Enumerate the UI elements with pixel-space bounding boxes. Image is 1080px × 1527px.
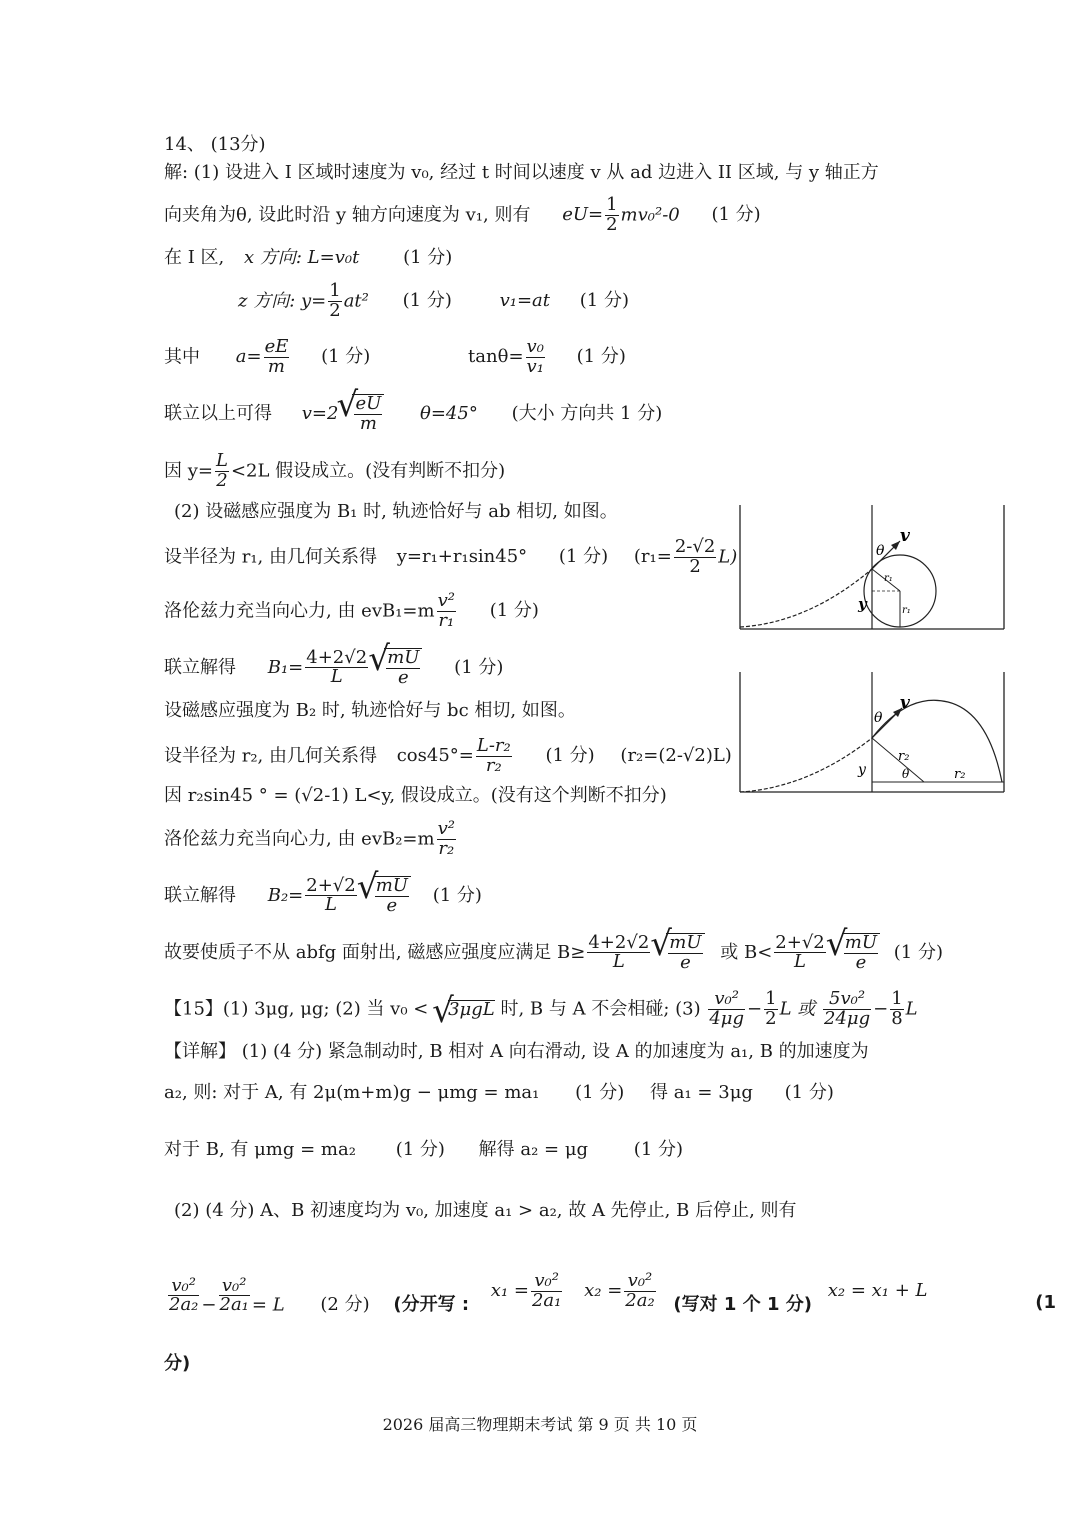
equation: B₁= bbox=[267, 656, 304, 678]
frac-half: $\frac{1}{2}$ bbox=[765, 988, 777, 1029]
label: 联立解得 bbox=[164, 656, 236, 678]
equation: x₂ = bbox=[584, 1280, 623, 1302]
score: (1 分) bbox=[575, 1082, 625, 1103]
q14-line16 bbox=[164, 876, 482, 916]
equation: 洛伦兹力充当向心力, 由 evB₁=m bbox=[164, 600, 435, 622]
equation: z 方向: y= bbox=[238, 290, 327, 312]
label-theta-2: θ bbox=[902, 767, 910, 781]
frac-half: $\frac{1}{2}$ bbox=[329, 280, 341, 321]
answer: L bbox=[905, 998, 918, 1020]
label-y: y bbox=[858, 595, 867, 613]
operator: − bbox=[747, 998, 763, 1020]
frac-v0sq-2a2: $\frac{\text{v₀²}}{\text{2a₂}}$ bbox=[169, 1274, 199, 1316]
score: (1 分) bbox=[784, 1082, 834, 1103]
note-bold: (1 bbox=[1035, 1292, 1056, 1313]
equation: v=2 bbox=[301, 402, 339, 424]
answer: L 或 bbox=[779, 998, 816, 1020]
note-bold: (写对 1 个 1 分) bbox=[673, 1294, 812, 1316]
equation: 故要使质子不从 abfg 面射出, 磁感应强度应满足 B≥ bbox=[164, 941, 586, 963]
equation: L) bbox=[718, 546, 738, 568]
q14-line6 bbox=[164, 394, 662, 434]
frac-B2: $\frac{2+√2}{L}$ bbox=[306, 874, 356, 916]
frac-cos: $\frac{\text{L-r₂}}{\text{r₂}}$ bbox=[476, 735, 511, 776]
q15-line2: 【详解】 (1) (4 分) 紧急制动时, B 相对 A 向右滑动, 设 A 的加速度为 a₁, B 的加速度为 bbox=[164, 1041, 869, 1062]
page-footer: 2026 届高三物理期末考试 第 9 页 共 10 页 bbox=[382, 1415, 698, 1434]
label: 联立以上可得 bbox=[164, 402, 272, 424]
equation: 得 a₁ = 3μg bbox=[650, 1082, 753, 1103]
text: <2L 假设成立。(没有判断不扣分) bbox=[230, 460, 506, 482]
q14-line7 bbox=[164, 452, 505, 491]
text: 设半径为 r₂, 由几何关系得 bbox=[164, 745, 377, 767]
label: 其中 bbox=[164, 346, 200, 368]
q14-line12: 设磁感应强度为 B₂ 时, 轨迹恰好与 bc 相切, 如图。 bbox=[164, 700, 576, 721]
score: (1 分) bbox=[454, 656, 504, 678]
sqrt-mU-e: √ $\frac{mU}{e}$ bbox=[828, 933, 880, 973]
equation: y=r₁+r₁sin45° bbox=[396, 546, 528, 568]
frac-v0sq-4mug: $\frac{\text{v₀²}}{4\mu g}$ bbox=[709, 988, 745, 1029]
score: (1 分) bbox=[633, 1139, 684, 1160]
sqrt-mU-e: √ $\frac{mU}{e}$ bbox=[359, 876, 411, 916]
frac-v2-r1: $\frac{\text{v²}}{\text{r₁}}$ bbox=[437, 590, 455, 631]
operator: − bbox=[873, 998, 889, 1020]
frac-v2-r2: $\frac{\text{v²}}{\text{r₂}}$ bbox=[437, 818, 455, 859]
score: (1 分) bbox=[395, 1139, 445, 1160]
q14-line5 bbox=[164, 338, 626, 377]
q14-line9 bbox=[164, 538, 737, 577]
frac-B1: $\frac{4+2√2}{L}$ bbox=[306, 646, 368, 688]
label-v: v bbox=[900, 693, 910, 713]
label: 联立解得 bbox=[164, 884, 236, 906]
frac-v0-v1: $\frac{\text{v₀}}{\text{v₁}}$ bbox=[526, 336, 544, 377]
score: (大小 方向共 1 分) bbox=[511, 402, 663, 424]
operator: − bbox=[201, 1294, 217, 1316]
q15-line3 bbox=[164, 1084, 834, 1102]
score: (1 分) bbox=[545, 745, 595, 767]
q14-line10 bbox=[164, 592, 539, 631]
q14-line1: 解: (1) 设进入 I 区域时速度为 v₀, 经过 t 时间以速度 v 从 ad 边进入 II 区域, 与 y 轴正方 bbox=[164, 162, 879, 183]
frac-x2: $\frac{\text{v₀²}}{\text{2a₂}}$ bbox=[625, 1270, 655, 1311]
answer: 时, B 与 A 不会相碰; (3) bbox=[500, 998, 701, 1020]
equation: a= bbox=[235, 346, 262, 368]
trajectory-arc bbox=[872, 700, 1002, 782]
q15-line7: 分) bbox=[164, 1353, 191, 1374]
equation: (r₂=(2-√2)L) bbox=[620, 745, 732, 767]
equation: 或 B< bbox=[720, 941, 773, 963]
q14-line15 bbox=[164, 820, 458, 859]
label-theta: θ bbox=[876, 543, 885, 559]
figure-b1-tangent-ab bbox=[738, 505, 1006, 631]
score: (1 分) bbox=[403, 247, 453, 268]
score: (1 分) bbox=[711, 204, 761, 226]
q15-line6 bbox=[166, 1272, 1056, 1315]
trajectory-region1 bbox=[740, 738, 872, 792]
score: (1 分) bbox=[893, 941, 943, 963]
score: (1 分) bbox=[558, 546, 609, 568]
frac-r1: $\frac{2-√2}{2}$ bbox=[674, 536, 716, 577]
q14-line11 bbox=[164, 648, 503, 688]
label-theta: θ bbox=[874, 710, 883, 726]
equation: B₂= bbox=[267, 884, 304, 906]
q14-line4 bbox=[238, 282, 629, 321]
text: 设半径为 r₁, 由几何关系得 bbox=[164, 546, 377, 568]
frac-L-2: $\frac{L}{2}$ bbox=[215, 450, 228, 491]
q14-line2-text: 向夹角为θ, 设此时沿 y 轴方向速度为 v₁, 则有 bbox=[164, 204, 531, 226]
equation: 因 y= bbox=[164, 460, 213, 482]
equation: x₁ = bbox=[490, 1280, 529, 1302]
q14-header: 14、 (13分) bbox=[164, 134, 266, 155]
frac-half: $\frac{1}{2}$ bbox=[606, 194, 618, 235]
note-bold: (分开写 : bbox=[393, 1294, 470, 1316]
equation: v₁=at bbox=[499, 290, 551, 312]
equation: x 方向: L=v₀t bbox=[244, 247, 360, 268]
q14-line17 bbox=[164, 933, 943, 973]
label-v: v bbox=[900, 526, 910, 546]
figure-b2-tangent-bc bbox=[738, 672, 1006, 796]
equation: cos45°= bbox=[396, 745, 474, 767]
equation: tanθ= bbox=[468, 346, 524, 368]
q14-line13 bbox=[164, 737, 732, 776]
q14-line8: (2) 设磁感应强度为 B₁ 时, 轨迹恰好与 ab 相切, 如图。 bbox=[174, 501, 618, 522]
equation: = L bbox=[251, 1294, 285, 1316]
q15-line4 bbox=[164, 1141, 683, 1159]
frac-B1: $\frac{4+2√2}{L}$ bbox=[588, 931, 650, 973]
sqrt-mU-e: √ $\frac{mU}{e}$ bbox=[370, 648, 422, 688]
label: 在 I 区, bbox=[164, 247, 225, 268]
q14-energy-eq-right: mv₀²-0 bbox=[620, 204, 680, 226]
frac-v0sq-2a1: $\frac{\text{v₀²}}{\text{2a₁}}$ bbox=[219, 1274, 249, 1316]
score: (2 分) bbox=[320, 1294, 370, 1316]
sqrt-mU-e: √ $\frac{mU}{e}$ bbox=[652, 933, 704, 973]
label-r1-a: r₁ bbox=[884, 573, 893, 584]
q15-line1 bbox=[164, 990, 918, 1029]
equation: 解得 a₂ = μg bbox=[478, 1139, 589, 1160]
equation: 对于 B, 有 μmg = ma₂ bbox=[164, 1139, 356, 1160]
score: (1 分) bbox=[321, 346, 371, 368]
sqrt-eU-m: √ $\frac{eU}{m}$ bbox=[338, 394, 384, 434]
frac-x1: $\frac{\text{v₀²}}{\text{2a₁}}$ bbox=[531, 1270, 562, 1311]
equation: 洛伦兹力充当向心力, 由 evB₂=m bbox=[164, 828, 435, 850]
q14-energy-eq-left: eU= bbox=[562, 204, 604, 226]
score: (1 分) bbox=[489, 600, 539, 622]
answer: 【15】(1) 3μg, μg; (2) 当 v₀ < bbox=[164, 998, 429, 1020]
q14-line14: 因 r₂sin45 ° = (√2-1) L<y, 假设成立。(没有这个判断不扣分) bbox=[164, 785, 667, 806]
score: (1 分) bbox=[576, 346, 626, 368]
score: (1 分) bbox=[579, 290, 629, 312]
frac-B2: $\frac{2+√2}{L}$ bbox=[775, 931, 825, 973]
equation: at² bbox=[343, 290, 369, 312]
equation: a₂, 则: 对于 A, 有 2μ(m+m)g − μmg = ma₁ bbox=[164, 1082, 540, 1103]
q15-line5: (2) (4 分) A、B 初速度均为 v₀, 加速度 a₁ > a₂, 故 A 先停止, B 后停止, 则有 bbox=[174, 1200, 797, 1221]
label-y: y bbox=[858, 762, 866, 778]
frac-eighth: $\frac{1}{8}$ bbox=[891, 988, 903, 1029]
frac-eE-m: $\frac{eE}{m}$ bbox=[264, 336, 289, 377]
label-r1-b: r₁ bbox=[902, 605, 911, 616]
frac-5v0sq-24mug: $\frac{\text{5v₀²}}{24\mu g}$ bbox=[824, 988, 871, 1029]
trajectory-region1 bbox=[740, 569, 872, 627]
label-r2-a: r₂ bbox=[898, 749, 910, 764]
score: (1 分) bbox=[402, 290, 452, 312]
equation: (r₁= bbox=[633, 546, 672, 568]
equation: θ=45° bbox=[420, 402, 478, 424]
q14-line3 bbox=[164, 249, 452, 267]
sqrt-3mugL: √ 3μgL bbox=[434, 1000, 495, 1019]
equation: x₂ = x₁ + L bbox=[827, 1280, 928, 1302]
label-r2-b: r₂ bbox=[954, 767, 966, 782]
score: (1 分) bbox=[432, 884, 482, 906]
q14-line2 bbox=[164, 196, 761, 235]
